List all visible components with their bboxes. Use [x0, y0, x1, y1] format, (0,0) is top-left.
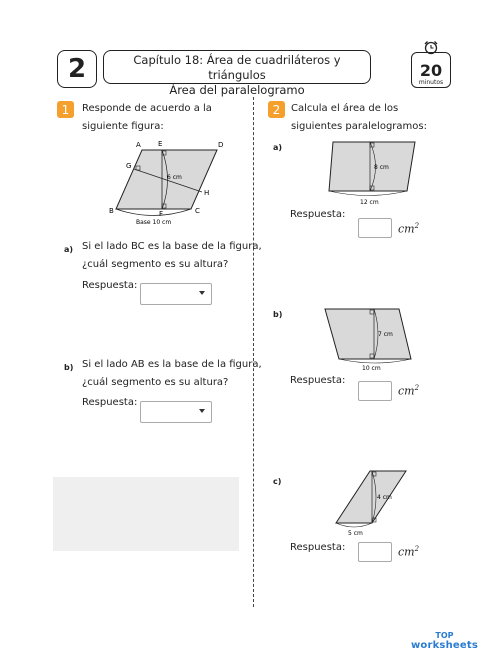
- label-b: B: [109, 207, 114, 215]
- label-a: A: [136, 141, 141, 149]
- unit-exponent: 2: [414, 384, 420, 392]
- answer-input-c[interactable]: [358, 542, 392, 562]
- answer-label: Respuesta:: [82, 280, 138, 291]
- unit-label: [398, 222, 419, 236]
- column-divider: [253, 97, 254, 607]
- question-line: Si el lado BC es la base de la figura,: [82, 241, 262, 252]
- exercise-1-badge: 1: [57, 101, 74, 118]
- exercise-2-instruction: [291, 100, 427, 136]
- answer-label: Respuesta:: [290, 542, 346, 553]
- unit: cm: [398, 545, 415, 559]
- question-line: ¿cuál segmento es su altura?: [82, 377, 229, 388]
- unit-label: [398, 545, 419, 559]
- chevron-down-icon: [199, 409, 205, 413]
- instruction-line: siguientes paralelogramos:: [291, 121, 427, 132]
- answer-select-b[interactable]: [140, 401, 212, 423]
- logo-bottom: worksheets: [410, 640, 478, 651]
- unit-exponent: 2: [414, 222, 420, 230]
- topworksheets-logo[interactable]: [411, 631, 478, 651]
- base-label: 10 cm: [362, 365, 381, 372]
- item-a-label: a): [273, 143, 283, 152]
- height-label: 7 cm: [378, 331, 393, 338]
- unit-exponent: 2: [414, 545, 420, 553]
- question-a-text: [82, 238, 262, 274]
- label-d: D: [218, 141, 224, 149]
- instruction-line: siguiente figura:: [82, 121, 164, 132]
- answer-select-a[interactable]: [140, 283, 212, 305]
- item-c-label: c): [273, 477, 282, 486]
- time-value: 20: [419, 61, 443, 80]
- title-line-2: Área del paralelogramo: [169, 83, 305, 97]
- question-b-label: b): [64, 363, 74, 372]
- question-line: Si el lado AB es la base de la figura,: [82, 359, 262, 370]
- logo-top: TOP: [435, 631, 454, 640]
- unit: cm: [398, 384, 415, 398]
- parallelogram-c: [328, 465, 418, 540]
- question-b-text: [82, 356, 262, 392]
- grey-panel: [53, 477, 239, 551]
- chevron-down-icon: [199, 291, 205, 295]
- base-label: 12 cm: [360, 199, 379, 206]
- height-label: 8 cm: [374, 164, 389, 171]
- exercise-2-badge: 2: [268, 101, 285, 118]
- label-c: C: [195, 207, 200, 215]
- label-height: 6 cm: [167, 174, 182, 181]
- question-a-label: a): [64, 245, 74, 254]
- answer-label: Respuesta:: [290, 209, 346, 220]
- label-f: F: [159, 210, 164, 218]
- answer-input-b[interactable]: [358, 381, 392, 401]
- answer-label: Respuesta:: [290, 375, 346, 386]
- answer-input-a[interactable]: [358, 218, 392, 238]
- instruction-line: Responde de acuerdo a la: [82, 103, 212, 114]
- label-h: H: [204, 189, 210, 197]
- unit-label: [398, 384, 419, 398]
- title-line-1: Capítulo 18: Área de cuadriláteros y triángulos: [133, 53, 341, 82]
- parallelogram-a: [325, 138, 425, 208]
- parallelogram-b: [322, 305, 422, 375]
- figure-parallelogram: [105, 138, 235, 230]
- page-title: [103, 50, 371, 97]
- answer-label: Respuesta:: [82, 397, 138, 408]
- height-label: 4 cm: [377, 494, 392, 501]
- question-line: ¿cuál segmento es su altura?: [82, 259, 229, 270]
- unit: cm: [398, 222, 415, 236]
- label-base: Base 10 cm: [136, 219, 172, 226]
- label-g: G: [126, 162, 132, 170]
- chapter-number: 2: [57, 50, 97, 88]
- item-b-label: b): [273, 310, 283, 319]
- label-e: E: [158, 140, 163, 148]
- time-box: [411, 52, 451, 88]
- base-label: 5 cm: [348, 530, 363, 537]
- exercise-1-instruction: [82, 100, 212, 136]
- time-unit: minutos: [418, 79, 444, 86]
- instruction-line: Calcula el área de los: [291, 103, 399, 114]
